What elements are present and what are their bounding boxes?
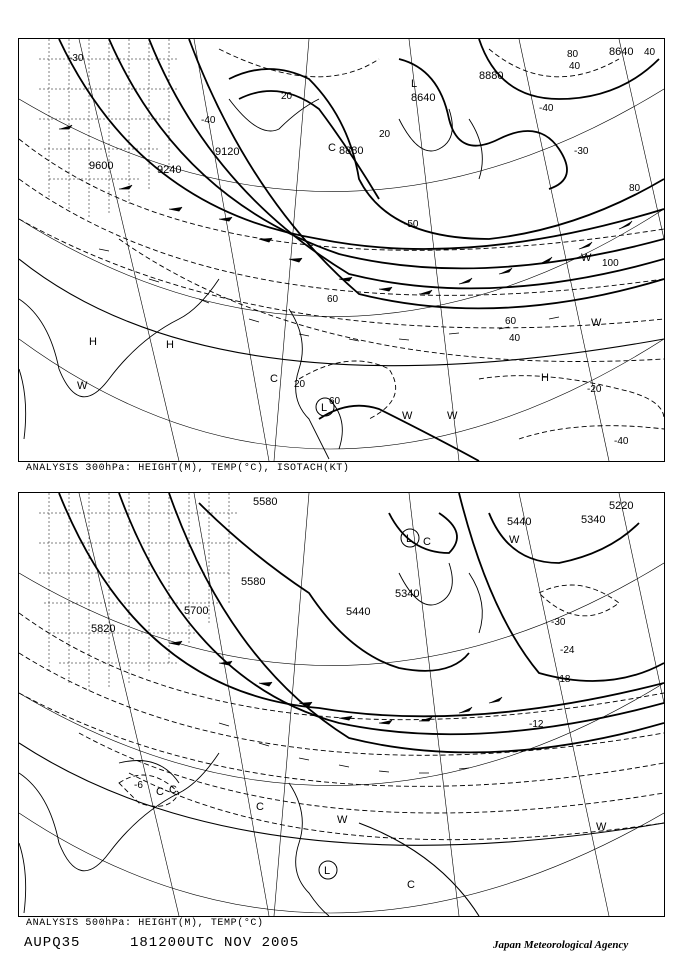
analysis-300hpa-map [18,38,665,462]
height-label: 5340 [395,588,420,600]
height-label: 5220 [609,500,634,512]
height-label: 8880 [479,70,504,82]
height-contours [19,493,664,916]
low-center: L [411,78,418,90]
height-label: 9240 [157,164,182,176]
height-label: 5580 [253,496,278,508]
warm-center: W [77,380,88,392]
height-label: 9120 [215,146,240,158]
cold-center: C [423,536,431,548]
high-center: H [89,336,97,348]
height-label: 5440 [507,516,532,528]
height-label: 9600 [89,160,114,172]
temp-label: -30 [69,53,84,64]
temp-label: -40 [539,103,554,114]
temp-label: -30 [574,146,589,157]
hatched-area [39,493,239,693]
temp-label: -20 [587,384,602,395]
isotach-label: 40 [569,61,581,72]
cold-center: C [169,784,177,796]
height-label: 5700 [184,605,209,617]
temp-label: -6 [134,780,143,791]
chart-code: AUPQ35 [24,935,81,951]
high-center: H [166,339,174,351]
isotach-label: 20 [379,129,391,140]
isotach-label: 100 [602,258,619,269]
warm-center: W [402,410,413,422]
height-label: 8640 [609,46,634,58]
high-center: H [541,372,549,384]
warm-center: W [447,410,458,422]
dashed-isotherms [19,585,664,840]
height-label: 5340 [581,514,606,526]
caption-500hpa: ANALYSIS 500hPa: HEIGHT(M), TEMP(°C) [26,918,264,929]
cold-center: C [256,801,264,813]
cold-center: C [270,373,278,385]
height-label: 8640 [411,92,436,104]
map-300hpa-svg [19,39,664,461]
isotach-label: 40 [509,333,521,344]
height-label: 5820 [91,623,116,635]
valid-time: 181200UTC NOV 2005 [130,935,300,951]
cold-center: C [156,786,164,798]
cold-center: C [407,879,415,891]
temp-label: -30 [551,617,566,628]
warm-center: W [596,821,607,833]
isotach-label: 40 [644,47,656,58]
graticule [19,39,664,461]
isotach-label: 20 [281,91,293,102]
dashed-contours [19,49,664,439]
low-center: L [321,402,328,414]
warm-center: W [509,534,520,546]
agency-name: Japan Meteorological Agency [493,939,629,951]
temp-label: -40 [614,436,629,447]
low-center: L [406,533,413,545]
height-label: 8880 [339,145,364,157]
coastlines [19,563,482,916]
cold-center: C [328,142,336,154]
temp-label: -50 [404,219,419,230]
temp-label: -24 [560,645,575,656]
isotach-label: 80 [567,49,579,60]
temp-label: -12 [529,719,544,730]
isotach-label: 60 [329,396,341,407]
map-500hpa-svg [19,493,664,916]
height-label: 5440 [346,606,371,618]
warm-center: W [581,252,592,264]
isotach-label: 80 [629,183,641,194]
warm-center: W [591,317,602,329]
temp-label: -40 [201,115,216,126]
analysis-500hpa-map [18,492,665,917]
caption-300hpa: ANALYSIS 300hPa: HEIGHT(M), TEMP(°C), ISOTACH(KT) [26,463,350,474]
warm-center: W [337,814,348,826]
isotach-label: 60 [505,316,517,327]
height-label: 5580 [241,576,266,588]
isotach-label: 20 [294,379,306,390]
coastlines [19,99,482,459]
isotach-label: 60 [327,294,339,305]
temp-label: -18 [556,674,571,685]
low-center: L [324,865,331,877]
